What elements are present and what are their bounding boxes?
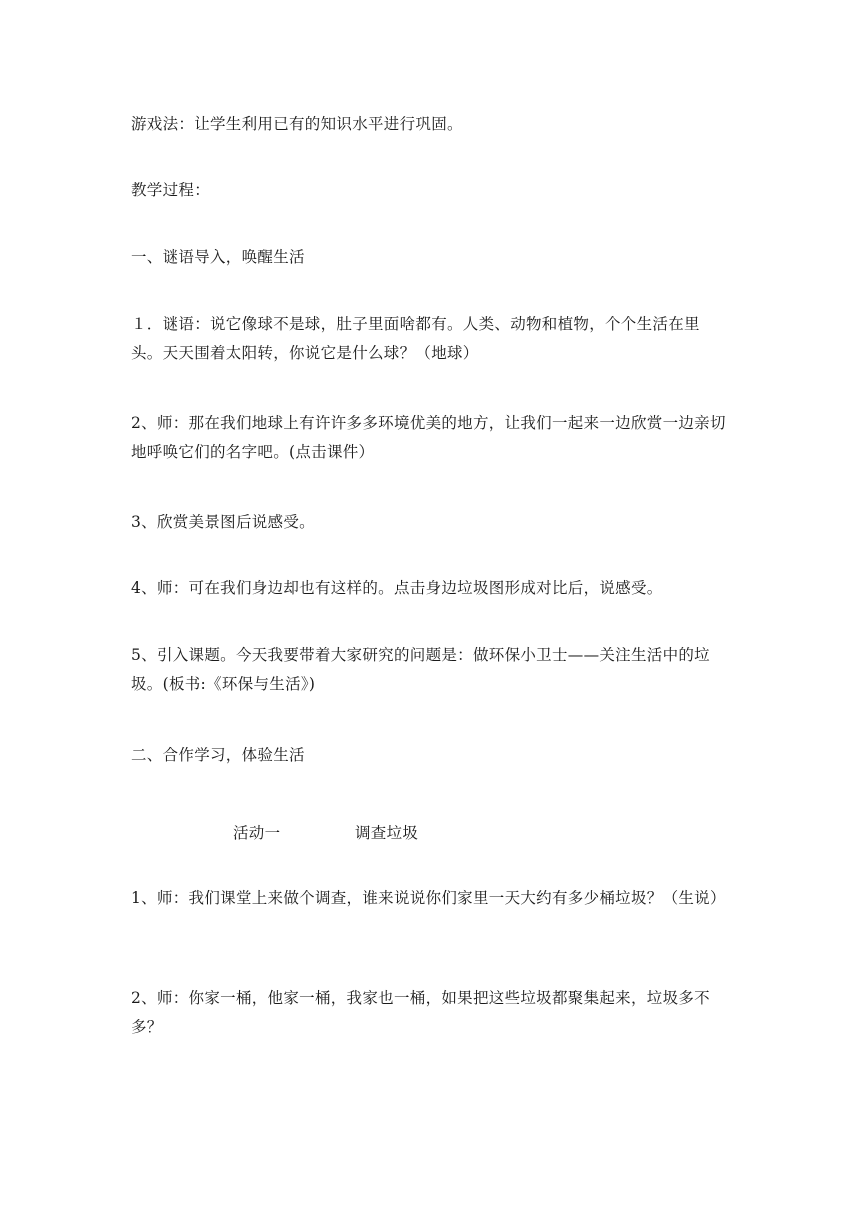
heading-section-one: 一、谜语导入，唤醒生活 bbox=[131, 248, 305, 266]
paragraph-topic: 5、引入课题。今天我要带着大家研究的问题是：做环保小卫士——关注生活中的垃圾。(板书:《环保与生活》) bbox=[131, 646, 710, 693]
paragraph-survey: 1、师：我们课堂上来做个调查，谁来说说你们家里一天大约有多少桶垃圾？（生说） bbox=[131, 889, 726, 907]
heading-section-two: 二、合作学习，体验生活 bbox=[131, 746, 305, 764]
paragraph-contrast: 4、师：可在我们身边却也有这样的。点击身边垃圾图形成对比后，说感受。 bbox=[131, 579, 663, 597]
paragraph-teaching-process: 教学过程： bbox=[131, 181, 211, 199]
paragraph-garbage-amount: 2、师：你家一桶，他家一桶，我家也一桶，如果把这些垃圾都聚集起来，垃圾多不多？ bbox=[131, 989, 710, 1036]
paragraph-enjoy-scenery: 3、欣赏美景图后说感受。 bbox=[131, 513, 315, 531]
paragraph-method-game: 游戏法：让学生利用已有的知识水平进行巩固。 bbox=[131, 115, 463, 133]
activity-title: 调查垃圾 bbox=[355, 824, 419, 842]
paragraph-riddle: １．谜语：说它像球不是球，肚子里面啥都有。人类、动物和植物，个个生活在里头。天天围着太阳转，你说它是什么球？（地球） bbox=[131, 315, 700, 362]
paragraph-teacher-intro: 2、师：那在我们地球上有许许多多环境优美的地方，让我们一起来一边欣赏一边亲切地呼唤它们的名字吧。(点击课件） bbox=[131, 414, 726, 461]
activity-label: 活动一 bbox=[233, 824, 281, 842]
